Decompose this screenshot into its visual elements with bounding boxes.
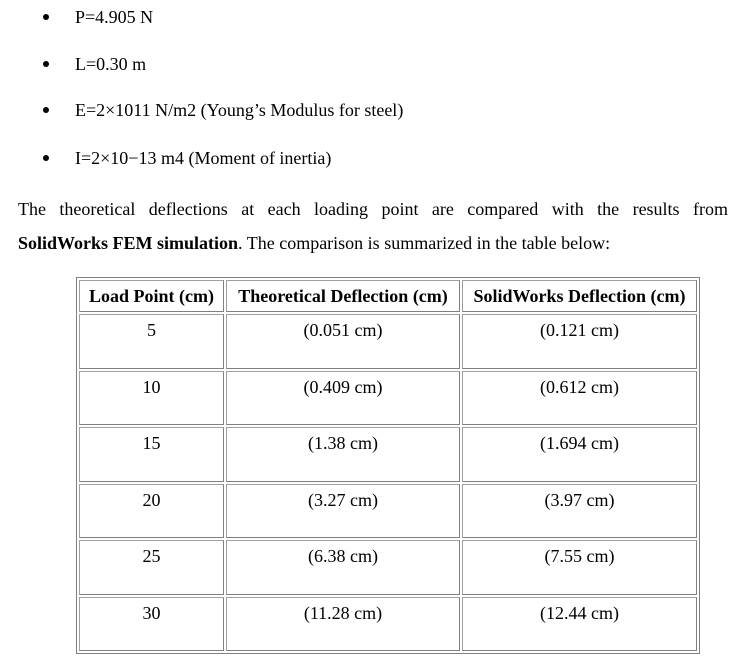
cell-solidworks: (1.694 cm): [462, 427, 697, 482]
cell-theoretical: (6.38 cm): [226, 540, 460, 595]
table-header-row: [79, 280, 697, 312]
cell-theoretical: (3.27 cm): [226, 484, 460, 539]
bullet-text: E=2×1011 N/m2 (Young’s Modulus for steel): [75, 100, 404, 120]
cell-solidworks: (12.44 cm): [462, 597, 697, 652]
bullet-dot-icon: [43, 155, 49, 161]
bullet-dot-icon: [43, 61, 49, 67]
intro-paragraph: [18, 192, 728, 260]
table-row: [79, 371, 697, 426]
comparison-table: [76, 277, 700, 654]
cell-load-point: 30: [79, 597, 224, 652]
bullet-dot-icon: [43, 107, 49, 113]
bold-term: SolidWorks FEM simulation: [18, 233, 239, 253]
cell-load-point: 5: [79, 314, 224, 369]
cell-solidworks: (0.121 cm): [462, 314, 697, 369]
table-row: [79, 597, 697, 652]
cell-solidworks: (7.55 cm): [462, 540, 697, 595]
header-theoretical-deflection: Theoretical Deflection (cm): [226, 280, 460, 312]
paragraph-rest: . The comparison is summarized in the table below:: [238, 233, 611, 253]
comparison-table-grid: [77, 278, 699, 653]
table-row: [79, 314, 697, 369]
cell-solidworks: (0.612 cm): [462, 371, 697, 426]
cell-load-point: 25: [79, 540, 224, 595]
paragraph-line-1: The theoretical deflections at each loading point are compared with the results from: [18, 199, 728, 219]
table-row: [79, 484, 697, 539]
table-row: [79, 540, 697, 595]
bullet-text: L=0.30 m: [75, 54, 147, 74]
paragraph-line-2: [18, 226, 728, 260]
bullet-text: I=2×10−13 m4 (Moment of inertia): [75, 148, 332, 168]
bullet-text: P=4.905 N: [75, 7, 154, 27]
header-solidworks-deflection: SolidWorks Deflection (cm): [462, 280, 697, 312]
cell-load-point: 15: [79, 427, 224, 482]
cell-theoretical: (0.051 cm): [226, 314, 460, 369]
cell-theoretical: (11.28 cm): [226, 597, 460, 652]
bullet-dot-icon: [43, 14, 49, 20]
cell-load-point: 20: [79, 484, 224, 539]
cell-load-point: 10: [79, 371, 224, 426]
cell-theoretical: (1.38 cm): [226, 427, 460, 482]
header-load-point: Load Point (cm): [79, 280, 224, 312]
table-row: [79, 427, 697, 482]
cell-solidworks: (3.97 cm): [462, 484, 697, 539]
cell-theoretical: (0.409 cm): [226, 371, 460, 426]
